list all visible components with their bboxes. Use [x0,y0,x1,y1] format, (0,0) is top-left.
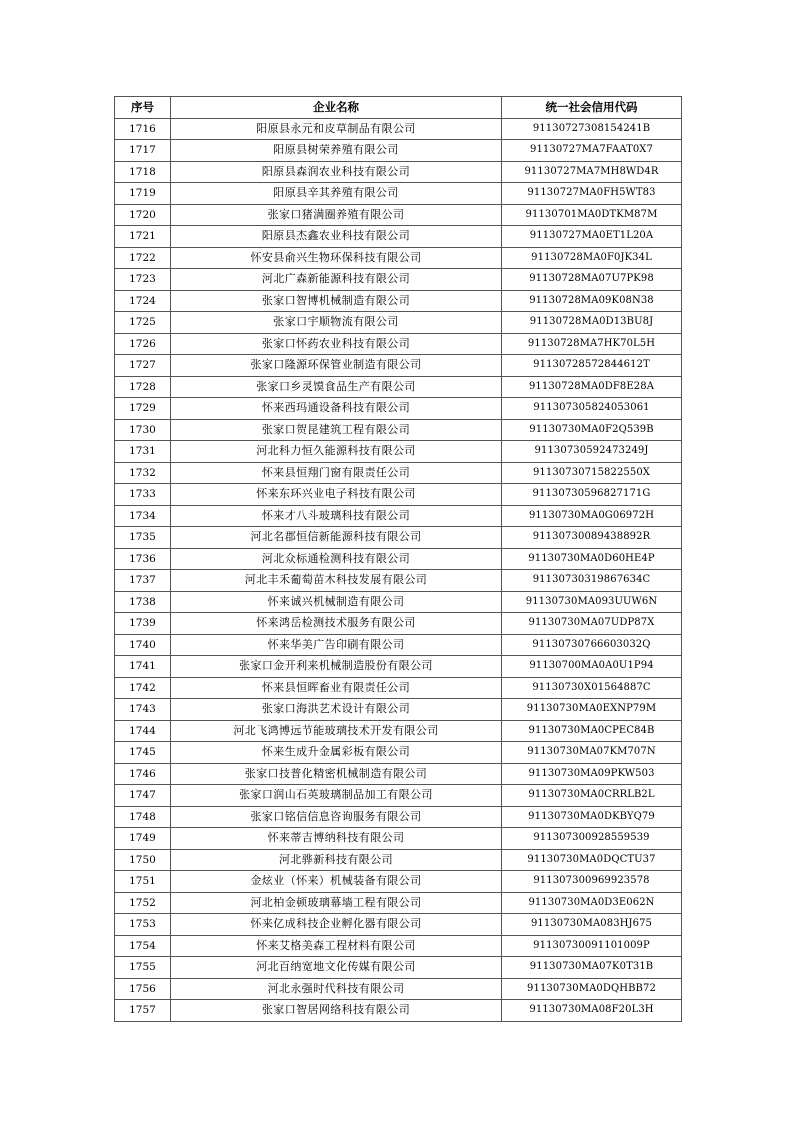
company-name: 张家口技普化精密机械制造有限公司 [171,763,502,785]
row-index: 1755 [115,957,171,979]
credit-code: 911307305824053061 [502,398,682,420]
row-index: 1721 [115,226,171,248]
table-row [115,978,682,1000]
company-name: 张家口金开利来机械制造股份有限公司 [171,656,502,678]
header-credit-code: 统一社会信用代码 [502,97,682,119]
credit-code: 91130728MA0DF8E28A [502,376,682,398]
company-name: 张家口润山石英玻璃制品加工有限公司 [171,785,502,807]
row-index: 1749 [115,828,171,850]
table-row [115,118,682,140]
company-name: 河北永强时代科技有限公司 [171,978,502,1000]
credit-code: 91130730MA0D3E062N [502,892,682,914]
company-name: 河北百纳宽地文化传媒有限公司 [171,957,502,979]
table-row [115,570,682,592]
company-name: 张家口怀药农业科技有限公司 [171,333,502,355]
company-name: 怀来县恒翔门窗有限责任公司 [171,462,502,484]
table-row [115,161,682,183]
table-row [115,527,682,549]
credit-code: 91130727MA7MH8WD4R [502,161,682,183]
table-row [115,484,682,506]
table-row [115,355,682,377]
credit-code: 91130730MA0DKBYQ79 [502,806,682,828]
row-index: 1754 [115,935,171,957]
row-index: 1744 [115,720,171,742]
table-row [115,785,682,807]
credit-code: 91130701MA0DTKM87M [502,204,682,226]
credit-code: 91130730MA0F2Q539B [502,419,682,441]
row-index: 1748 [115,806,171,828]
table-row [115,183,682,205]
table-row [115,935,682,957]
table-row [115,656,682,678]
row-index: 1757 [115,1000,171,1022]
company-name: 金炫业（怀来）机械装备有限公司 [171,871,502,893]
row-index: 1750 [115,849,171,871]
row-index: 1734 [115,505,171,527]
credit-code: 91130728572844612T [502,355,682,377]
row-index: 1724 [115,290,171,312]
company-name: 张家口智博机械制造有限公司 [171,290,502,312]
credit-code: 91130730766603032Q [502,634,682,656]
company-name: 怀来华美广告印刷有限公司 [171,634,502,656]
credit-code: 91130730MA07UDP87X [502,613,682,635]
header-row [115,97,682,119]
company-name: 河北科力恒久能源科技有限公司 [171,441,502,463]
row-index: 1753 [115,914,171,936]
row-index: 1730 [115,419,171,441]
row-index: 1716 [115,118,171,140]
credit-code: 91130728MA09K08N38 [502,290,682,312]
company-name: 张家口贺昆建筑工程有限公司 [171,419,502,441]
company-name: 怀来东环兴业电子科技有限公司 [171,484,502,506]
credit-code: 91130730089438892R [502,527,682,549]
credit-code: 91130730715822550X [502,462,682,484]
company-name: 阳原县杰鑫农业科技有限公司 [171,226,502,248]
credit-code: 91130730596827171G [502,484,682,506]
company-name: 阳原县森润农业科技有限公司 [171,161,502,183]
credit-code: 91130727MA0ET1L20A [502,226,682,248]
table-row [115,398,682,420]
company-name: 怀来生成升金属彩板有限公司 [171,742,502,764]
credit-code: 911307300928559539 [502,828,682,850]
row-index: 1736 [115,548,171,570]
table-row [115,290,682,312]
company-name: 河北柏金顿玻璃幕墙工程有限公司 [171,892,502,914]
company-name: 张家口海洪艺术设计有限公司 [171,699,502,721]
row-index: 1723 [115,269,171,291]
credit-code: 91130730592473249J [502,441,682,463]
table-row [115,204,682,226]
company-name: 怀安县俞兴生物环保科技有限公司 [171,247,502,269]
table-row [115,591,682,613]
table-row [115,1000,682,1022]
table-row [115,849,682,871]
credit-code: 91130730MA0D60HE4P [502,548,682,570]
company-name: 怀来亿成科技企业孵化器有限公司 [171,914,502,936]
credit-code: 91130730MA07KM707N [502,742,682,764]
credit-code: 91130730MA0DQHBB72 [502,978,682,1000]
table-row [115,957,682,979]
row-index: 1741 [115,656,171,678]
credit-code: 91130730091101009P [502,935,682,957]
company-name: 河北众标通检测科技有限公司 [171,548,502,570]
credit-code: 911307300969923578 [502,871,682,893]
table-row [115,871,682,893]
table-row [115,634,682,656]
table-row [115,269,682,291]
company-name: 河北丰禾葡萄苗木科技发展有限公司 [171,570,502,592]
row-index: 1756 [115,978,171,1000]
enterprise-registry-table [114,96,682,1022]
table-row [115,806,682,828]
company-name: 张家口隆源环保管业制造有限公司 [171,355,502,377]
credit-code: 91130730MA093UUW6N [502,591,682,613]
table-row [115,763,682,785]
table-row [115,613,682,635]
credit-code: 91130728MA0D13BU8J [502,312,682,334]
table-row [115,914,682,936]
credit-code: 91130730MA0CRRLB2L [502,785,682,807]
table-row [115,548,682,570]
row-index: 1722 [115,247,171,269]
row-index: 1729 [115,398,171,420]
row-index: 1725 [115,312,171,334]
credit-code: 91130730MA083HJ675 [502,914,682,936]
company-name: 河北名郡恒信新能源科技有限公司 [171,527,502,549]
table-row [115,720,682,742]
company-name: 张家口智居网络科技有限公司 [171,1000,502,1022]
credit-code: 91130730MA0DQCTU37 [502,849,682,871]
row-index: 1742 [115,677,171,699]
company-name: 怀来蒂吉博纳科技有限公司 [171,828,502,850]
company-name: 阳原县永元和皮草制品有限公司 [171,118,502,140]
row-index: 1731 [115,441,171,463]
table-row [115,742,682,764]
company-name: 河北骅新科技有限公司 [171,849,502,871]
company-name: 怀来西玛通设备科技有限公司 [171,398,502,420]
credit-code: 91130727MA7FAAT0X7 [502,140,682,162]
company-name: 怀来县恒晖畜业有限责任公司 [171,677,502,699]
table-body [115,118,682,1021]
table-row [115,419,682,441]
table-row [115,247,682,269]
credit-code: 91130728MA0F0JK34L [502,247,682,269]
table-row [115,699,682,721]
credit-code: 91130730MA0G06972H [502,505,682,527]
credit-code: 91130730MA0EXNP79M [502,699,682,721]
table-row [115,828,682,850]
credit-code: 91130727308154241B [502,118,682,140]
credit-code: 91130730X01564887C [502,677,682,699]
row-index: 1738 [115,591,171,613]
header-company-name: 企业名称 [171,97,502,119]
company-name: 怀来艾格美森工程材料有限公司 [171,935,502,957]
row-index: 1751 [115,871,171,893]
table-row [115,677,682,699]
company-name: 张家口宇顺物流有限公司 [171,312,502,334]
row-index: 1740 [115,634,171,656]
credit-code: 91130730319867634C [502,570,682,592]
table-row [115,892,682,914]
table-row [115,333,682,355]
company-name: 阳原县辛其养殖有限公司 [171,183,502,205]
company-name: 怀来才八斗玻璃科技有限公司 [171,505,502,527]
row-index: 1752 [115,892,171,914]
row-index: 1737 [115,570,171,592]
company-name: 张家口铭信信息咨询服务有限公司 [171,806,502,828]
credit-code: 91130728MA7HK70L5H [502,333,682,355]
company-name: 河北广森新能源科技有限公司 [171,269,502,291]
row-index: 1733 [115,484,171,506]
table-row [115,376,682,398]
company-name: 张家口猪满圈养殖有限公司 [171,204,502,226]
credit-code: 91130730MA0CPEC84B [502,720,682,742]
table-header [115,97,682,119]
row-index: 1735 [115,527,171,549]
credit-code: 91130700MA0A0U1P94 [502,656,682,678]
credit-code: 91130727MA0FH5WT83 [502,183,682,205]
credit-code: 91130730MA08F20L3H [502,1000,682,1022]
table-row [115,441,682,463]
table-row [115,312,682,334]
row-index: 1717 [115,140,171,162]
row-index: 1719 [115,183,171,205]
table-row [115,226,682,248]
table-row [115,462,682,484]
row-index: 1727 [115,355,171,377]
credit-code: 91130730MA07K0T31B [502,957,682,979]
credit-code: 91130730MA09PKW503 [502,763,682,785]
company-name: 河北飞鸿博远节能玻璃技术开发有限公司 [171,720,502,742]
row-index: 1746 [115,763,171,785]
row-index: 1720 [115,204,171,226]
row-index: 1747 [115,785,171,807]
row-index: 1743 [115,699,171,721]
row-index: 1718 [115,161,171,183]
row-index: 1732 [115,462,171,484]
company-name: 怀来鸿岳检测技术服务有限公司 [171,613,502,635]
table-row [115,140,682,162]
company-name: 张家口乡灵馍食品生产有限公司 [171,376,502,398]
row-index: 1739 [115,613,171,635]
company-name: 阳原县树荣养殖有限公司 [171,140,502,162]
row-index: 1745 [115,742,171,764]
header-index: 序号 [115,97,171,119]
company-name: 怀来诚兴机械制造有限公司 [171,591,502,613]
credit-code: 91130728MA07U7PK98 [502,269,682,291]
row-index: 1728 [115,376,171,398]
table-row [115,505,682,527]
row-index: 1726 [115,333,171,355]
